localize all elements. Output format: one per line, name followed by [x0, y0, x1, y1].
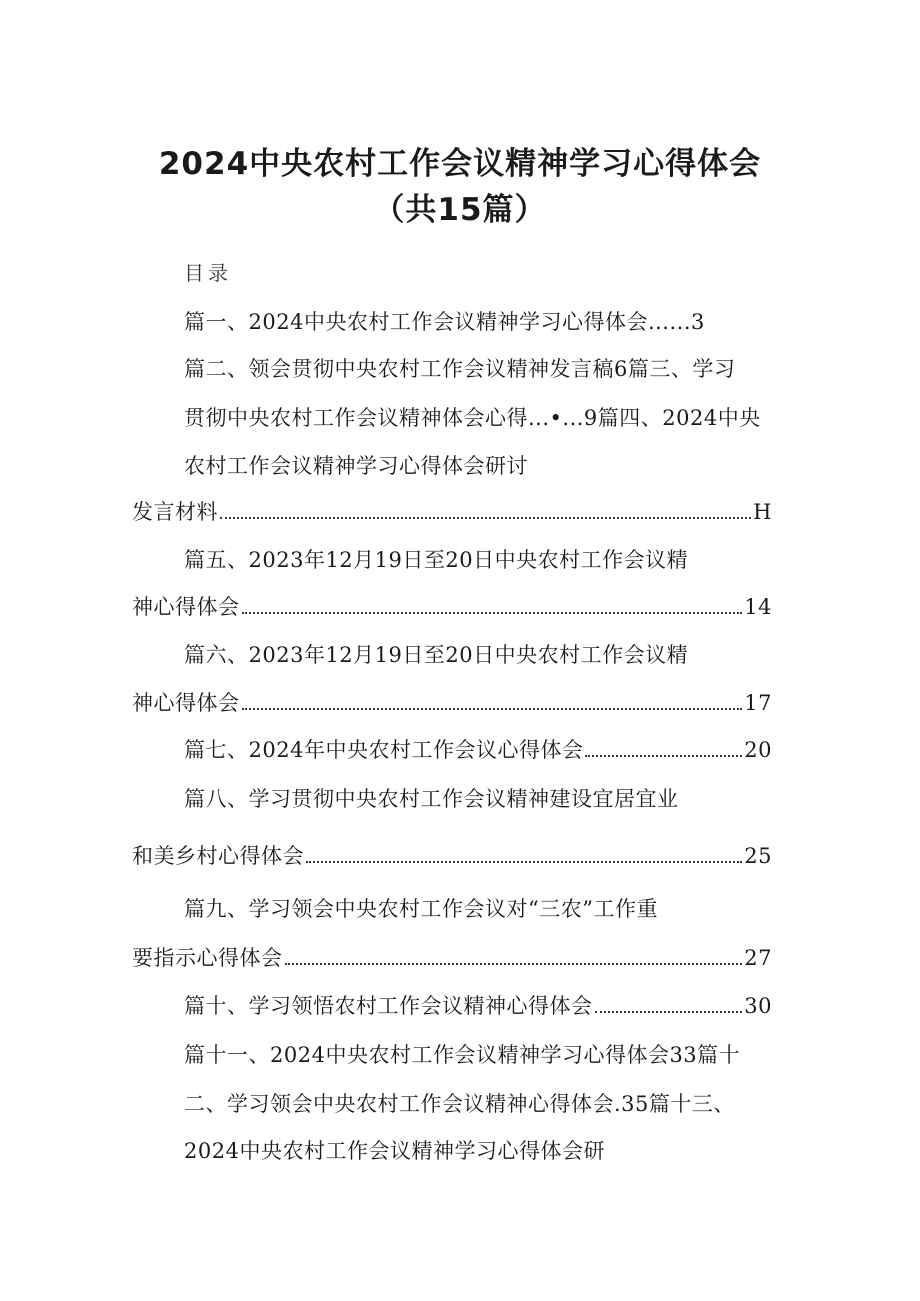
- toc-line: 农村工作会议精神学习心得体会研讨: [184, 454, 528, 478]
- toc-line: 篇一、2024中央农村工作会议精神学习心得体会......3: [184, 310, 705, 334]
- document-subtitle: （共15篇）: [373, 192, 547, 228]
- toc-entry: [132, 593, 772, 621]
- toc-line: 贯彻中央农村工作会议精神体会心得...•...9篇四、2024中央: [184, 406, 761, 430]
- leader-dots: [285, 963, 743, 965]
- toc-entry: [132, 498, 772, 526]
- leader-dots: [585, 755, 742, 757]
- toc-entry-page: 17: [744, 691, 772, 715]
- leader-dots: [220, 517, 751, 519]
- toc-entry-title: 要指示心得体会: [132, 946, 283, 970]
- toc-entry-page: 14: [744, 595, 772, 619]
- toc-heading: 目录: [184, 261, 232, 285]
- leader-dots: [242, 708, 743, 710]
- toc-entry-title: 发言材料: [132, 500, 218, 524]
- toc-entry-page: H: [753, 500, 772, 524]
- toc-entry: [132, 689, 772, 717]
- toc-entry: [132, 842, 772, 870]
- toc-entry: [132, 944, 772, 972]
- toc-entry-page: 30: [744, 994, 772, 1018]
- toc-entry-title: 神心得体会: [132, 595, 240, 619]
- toc-line: 二、学习领会中央农村工作会议精神心得体会.35篇十三、: [184, 1092, 735, 1116]
- document-title: 2024中央农村工作会议精神学习心得体会: [158, 146, 762, 182]
- toc-entry-title: 篇七、2024年中央农村工作会议心得体会: [184, 738, 584, 762]
- toc-line: 篇六、2023年12月19日至20日中央农村工作会议精: [184, 643, 689, 667]
- toc-line: 篇二、领会贯彻中央农村工作会议精神发言稿6篇三、学习: [184, 357, 736, 381]
- leader-dots: [595, 1011, 743, 1013]
- toc-entry-title: 篇十、学习领悟农村工作会议精神心得体会: [184, 994, 593, 1018]
- toc-entry-title: 和美乡村心得体会: [132, 844, 304, 868]
- toc-entry-title: 神心得体会: [132, 691, 240, 715]
- toc-line: 篇八、学习贯彻中央农村工作会议精神建设宜居宜业: [184, 787, 679, 811]
- toc-entry: [184, 736, 772, 764]
- toc-line: 篇五、2023年12月19日至20日中央农村工作会议精: [184, 548, 689, 572]
- toc-entry-page: 20: [744, 738, 772, 762]
- toc-entry-page: 25: [744, 844, 772, 868]
- toc-line: 篇十一、2024中央农村工作会议精神学习心得体会33篇十: [184, 1043, 741, 1067]
- toc-line: 2024中央农村工作会议精神学习心得体会研: [184, 1139, 605, 1163]
- leader-dots: [242, 612, 743, 614]
- toc-entry-page: 27: [744, 946, 772, 970]
- leader-dots: [306, 861, 742, 863]
- toc-entry: [184, 992, 772, 1020]
- toc-line: 篇九、学习领会中央农村工作会议对“三农”工作重: [184, 897, 658, 921]
